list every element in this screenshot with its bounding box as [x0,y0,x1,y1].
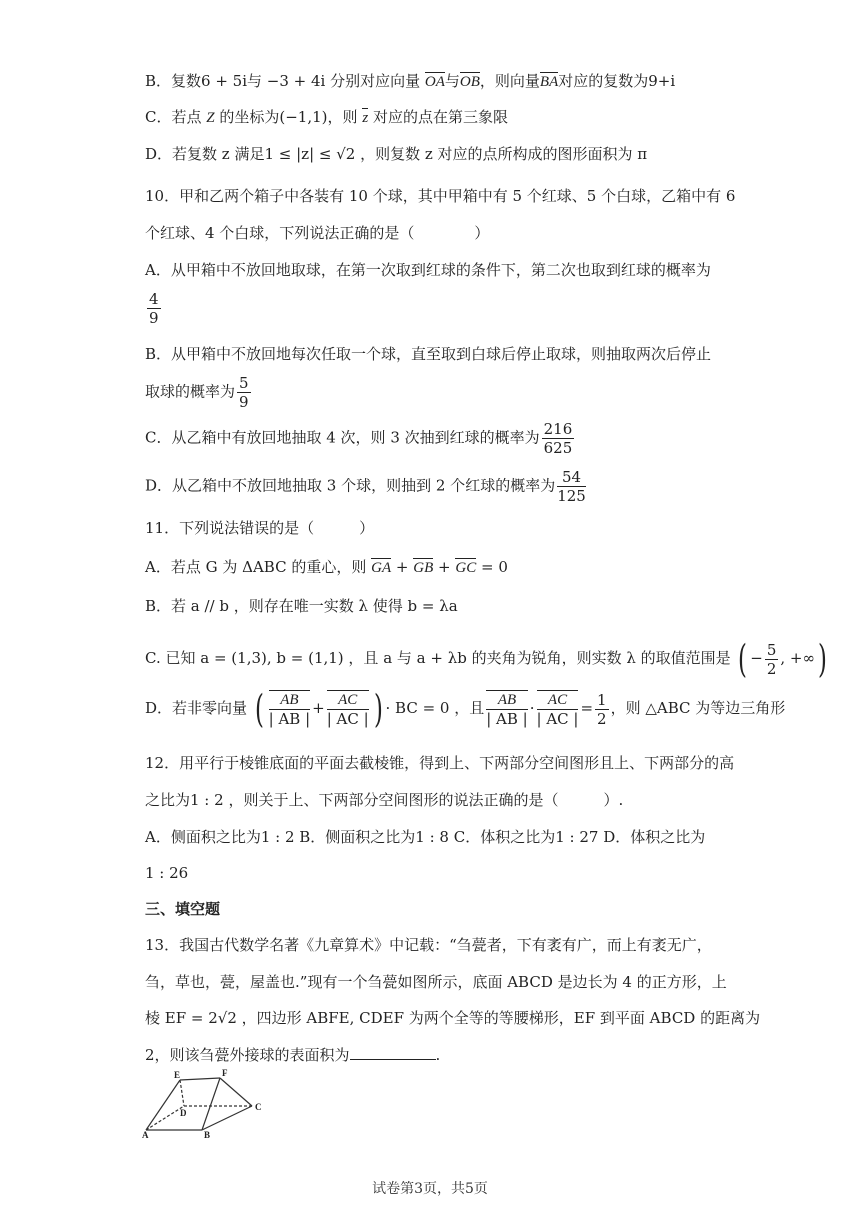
section-heading: 三、填空题 [145,900,221,918]
frac-den: | AB | [486,710,528,728]
q11-stem: 11．下列说法错误的是（ ） [145,519,375,537]
left-paren: ( [738,637,748,681]
q10-option-a-fraction [145,290,163,327]
q10-option-c [145,420,576,457]
q9-b-and: 与 [444,72,460,90]
q10-option-b-line2 [145,374,253,411]
q10-option-b-line1: B．从甲箱中不放回地每次任取一个球，直至取到白球后停止取球，则抽取两次后停止 [145,345,712,363]
q10-c-text: C．从乙箱中有放回地抽取 4 次，则 3 次抽到红球的概率为 [145,428,540,447]
unit-vector-ac-2 [537,690,579,728]
q12-line3: A．侧面积之比为1 : 2 B．侧面积之比为1 : 8 C．体积之比为1 : 27 D．体积之比为 [145,828,706,846]
q11-d-text: D．若非零向量 [145,699,248,717]
vector-ga: GA [371,560,392,576]
q13-line2: 刍，草也，甍，屋盖也.”现有一个刍甍如图所示，底面 ABCD 是边长为 4 的正方形，上 [145,973,727,991]
q11-a-text: A．若点 G 为 ΔABC 的重心，则 [145,558,367,576]
fraction-5-9 [237,374,251,411]
q11-option-c [145,637,830,681]
q11-d-mid: · BC = 0 ，且 [385,699,485,717]
q9-c-zbar: z [362,110,369,126]
chumeng-figure [142,1068,272,1142]
plus-sign: + [438,558,451,576]
frac-den: 625 [543,439,573,457]
q13-line4-text: 2，则该刍甍外接球的表面积为 [145,1046,350,1064]
answer-blank[interactable] [350,1043,436,1060]
q10-b-text: 取球的概率为 [145,382,236,401]
unit-vector-ac [327,690,369,728]
vector-gb: GB [413,560,434,576]
frac-num: AC [327,690,369,710]
frac-den: 2 [766,659,777,678]
page-footer: 试卷第3页，共5页 [372,1181,488,1197]
frac-den: 9 [149,309,159,327]
frac-den: 2 [597,709,607,728]
label-e: E [174,1070,181,1080]
fraction-5-2 [765,641,779,678]
q9-c-text1: C．若点 [145,108,202,126]
q13-line1: 13．我国古代数学名著《九章算术》中记载：“刍甍者，下有袤有广，而上有袤无广， [145,936,712,954]
vector-ob: OB [459,74,480,90]
vector-oa: OA [424,74,445,90]
q10-d-text: D．从乙箱中不放回地抽取 3 个球，则抽到 2 个红球的概率为 [145,476,556,495]
label-d: D [180,1108,187,1118]
q9-c-text2: 的坐标为(−1,1)，则 [219,108,358,126]
unit-vector-ab-2 [486,690,528,728]
q12-line2: 之比为1 : 2 ，则关于上、下两部分空间图形的说法正确的是（ ）. [145,791,624,809]
q9-option-d: D．若复数 z 满足1 ≤ |z| ≤ √2 ，则复数 z 对应的点所构成的图形面积为 π [145,145,648,163]
q12-line1: 12．用平行于棱锥底面的平面去截棱锥，得到上、下两部分空间图形且上、下两部分的高 [145,754,735,772]
frac-num: 1 [597,690,607,709]
q11-option-a [145,556,508,578]
label-b: B [204,1130,211,1138]
plus-sign: + [395,558,409,576]
vector-ba: BA [539,74,559,90]
q9-b-end: 对应的复数为9+i [558,72,676,90]
q10-stem-line1: 10．甲和乙两个箱子中各装有 10 个球，其中甲箱中有 5 个红球、5 个白球，乙箱中有 6 [145,187,736,205]
label-f: F [222,1068,228,1078]
frac-den: 9 [239,393,249,411]
frac-num: 216 [543,420,573,438]
frac-den: 125 [557,487,586,505]
frac-den: | AC | [326,710,369,728]
q11-option-b: B．若 a // b ，则存在唯一实数 λ 使得 b = λa [145,597,458,615]
q9-c-z: Z [206,110,215,126]
geometry-diagram [142,1068,272,1138]
label-a: A [142,1130,149,1138]
q11-a-eq: = 0 [481,558,508,576]
right-paren: ) [817,637,827,681]
q9-b-text: B．复数6 + 5i与 −3 + 4i 分别对应向量 [145,72,421,90]
minus-sign: − [750,649,763,667]
q10-stem-line2: 个红球、4 个白球，下列说法正确的是（ ） [145,224,490,242]
plus-sign: + [312,699,325,717]
q9-b-mid: ，则向量 [479,72,540,90]
q10-option-a: A．从甲箱中不放回地取球，在第一次取到红球的条件下，第二次也取到红球的概率为 [145,261,711,279]
q9-option-c [145,106,508,129]
fraction-54-125 [557,468,586,505]
fraction-4-9 [147,290,161,327]
frac-num: 5 [239,374,249,392]
vector-gc: GC [455,560,477,576]
fraction-216-625 [542,420,575,457]
dot-sign: · [529,699,535,717]
q11-option-d [145,687,786,731]
q12-line4: 1 : 26 [145,864,189,882]
q13-line3: 棱 EF = 2√2 ，四边形 ABFE, CDEF 为两个全等的等腰梯形，EF 到平面 ABCD 的距离为 [145,1009,761,1027]
frac-num: 5 [766,640,777,659]
frac-num: AB [269,690,311,710]
q11-d-end: ，则 △ABC 为等边三角形 [610,699,786,717]
label-c: C [255,1102,262,1112]
range-right: , +∞ [780,649,815,667]
q10-option-d [145,468,588,505]
frac-den: | AB | [268,710,311,728]
q9-option-b [145,70,675,92]
frac-num: AC [537,690,579,710]
q11-c-text: C. 已知 a = (1,3), b = (1,1) ，且 a 与 a + λb 的夹角为锐角，则实数 λ 的取值范围是 [145,649,731,667]
frac-den: | AC | [536,710,579,728]
right-paren: ) [373,687,383,731]
fraction-1-2 [595,691,609,728]
frac-num: AB [486,690,528,710]
q9-c-text3: 对应的点在第三象限 [372,108,508,126]
unit-vector-ab [269,690,311,728]
left-paren: ( [254,687,264,731]
frac-num: 54 [557,468,586,487]
period: . [435,1046,441,1064]
frac-num: 4 [149,290,159,308]
equals-sign: = [580,699,594,717]
q13-line4 [145,1043,440,1066]
